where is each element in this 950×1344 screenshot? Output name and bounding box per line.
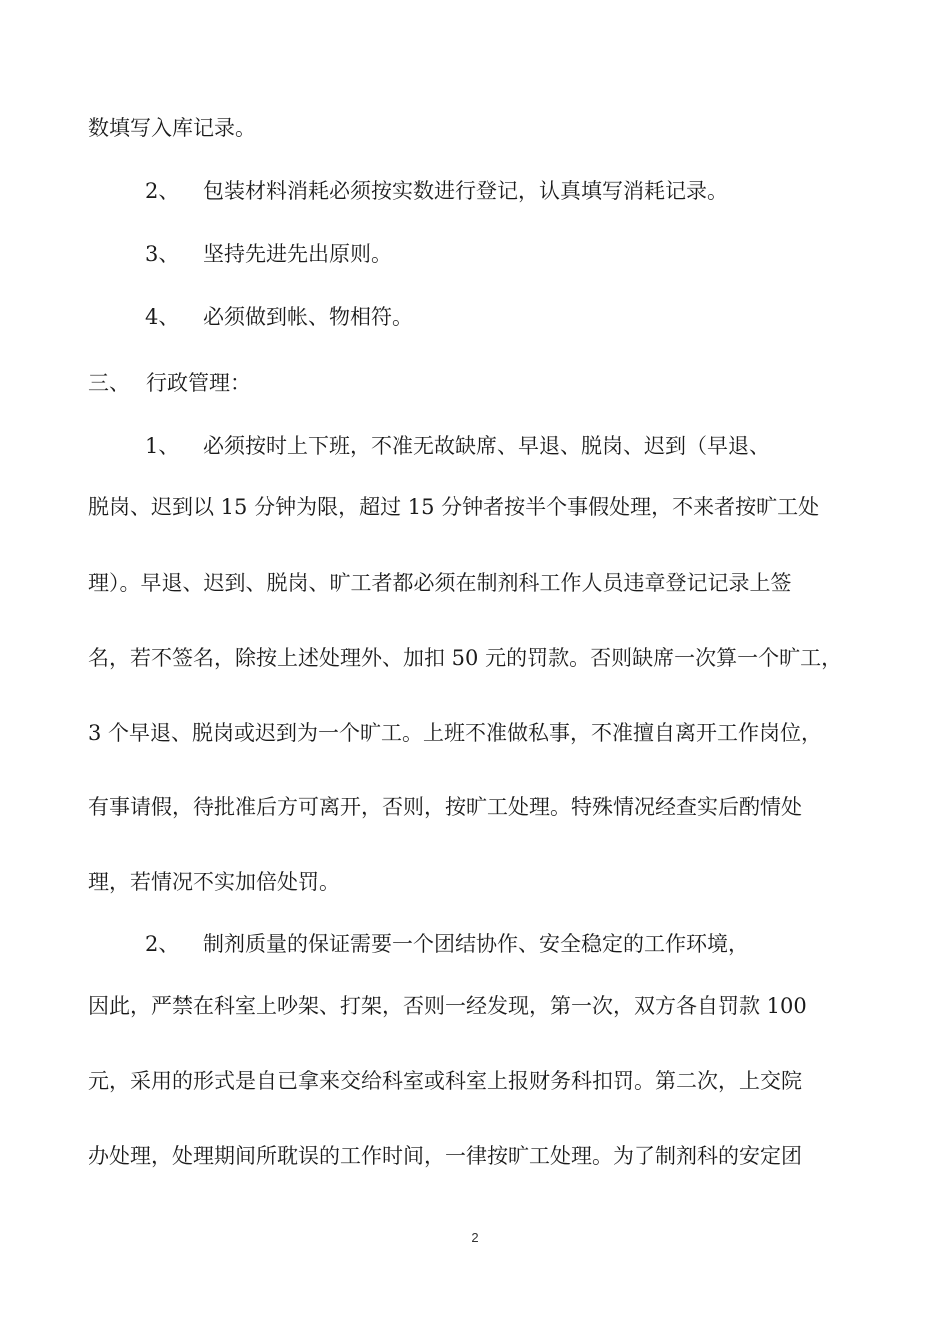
- text-line: [88, 719, 822, 747]
- list-item: [145, 432, 770, 460]
- section-number: 三、: [88, 371, 130, 395]
- list-item: [145, 177, 728, 205]
- section-title: 行政管理：: [146, 371, 251, 395]
- list-number: 4、: [145, 305, 180, 329]
- text-line: [88, 992, 807, 1020]
- line-text: 因此，严禁在科室上吵架、打架，否则一经发现，第一次，双方各自罚款 100: [88, 994, 807, 1018]
- list-number: 2、: [145, 179, 180, 203]
- list-item-text: 制剂质量的保证需要一个团结协作、安全稳定的工作环境，: [203, 932, 749, 956]
- line-text: 元，采用的形式是自已拿来交给科室或科室上报财务科扣罚。第二次，上交院: [88, 1069, 802, 1093]
- list-item: [145, 303, 413, 331]
- line-text: 名，若不签名，除按上述处理外、加扣 50 元的罚款。否则缺席一次算一个旷工，: [88, 646, 843, 670]
- text-line: [88, 793, 802, 821]
- text-line: [88, 1067, 802, 1095]
- section-heading: [88, 369, 251, 397]
- list-number: 1、: [145, 434, 180, 458]
- list-item-text: 必须做到帐、物相符。: [203, 305, 413, 329]
- line-text: 数填写入库记录。: [88, 116, 256, 140]
- list-number: 2、: [145, 932, 180, 956]
- page-number: 2: [471, 1230, 479, 1245]
- text-line: [88, 644, 842, 672]
- line-text: 3 个早退、脱岗或迟到为一个旷工。上班不准做私事，不准擅自离开工作岗位，: [88, 721, 823, 745]
- line-text: 理）。早退、迟到、脱岗、旷工者都必须在制剂科工作人员违章登记记录上签: [88, 571, 792, 595]
- list-item-text: 坚持先进先出原则。: [203, 242, 392, 266]
- list-item: [145, 930, 749, 958]
- list-item-text: 包装材料消耗必须按实数进行登记，认真填写消耗记录。: [203, 179, 728, 203]
- text-line: [88, 868, 340, 896]
- list-item: [145, 240, 392, 268]
- list-number: 3、: [145, 242, 180, 266]
- line-text: 脱岗、迟到以 15 分钟为限，超过 15 分钟者按半个事假处理，不来者按旷工处: [88, 495, 820, 519]
- line-text: 有事请假，待批准后方可离开，否则，按旷工处理。特殊情况经查实后酌情处: [88, 795, 802, 819]
- line-text: 办处理，处理期间所耽误的工作时间，一律按旷工处理。为了制剂科的安定团: [88, 1144, 802, 1168]
- line-text: 理，若情况不实加倍处罚。: [88, 870, 340, 894]
- text-line: [88, 114, 256, 142]
- list-item-text: 必须按时上下班，不准无故缺席、早退、脱岗、迟到（早退、: [203, 434, 770, 458]
- text-line: [88, 1142, 802, 1170]
- text-line: [88, 493, 819, 521]
- text-line: [88, 569, 792, 597]
